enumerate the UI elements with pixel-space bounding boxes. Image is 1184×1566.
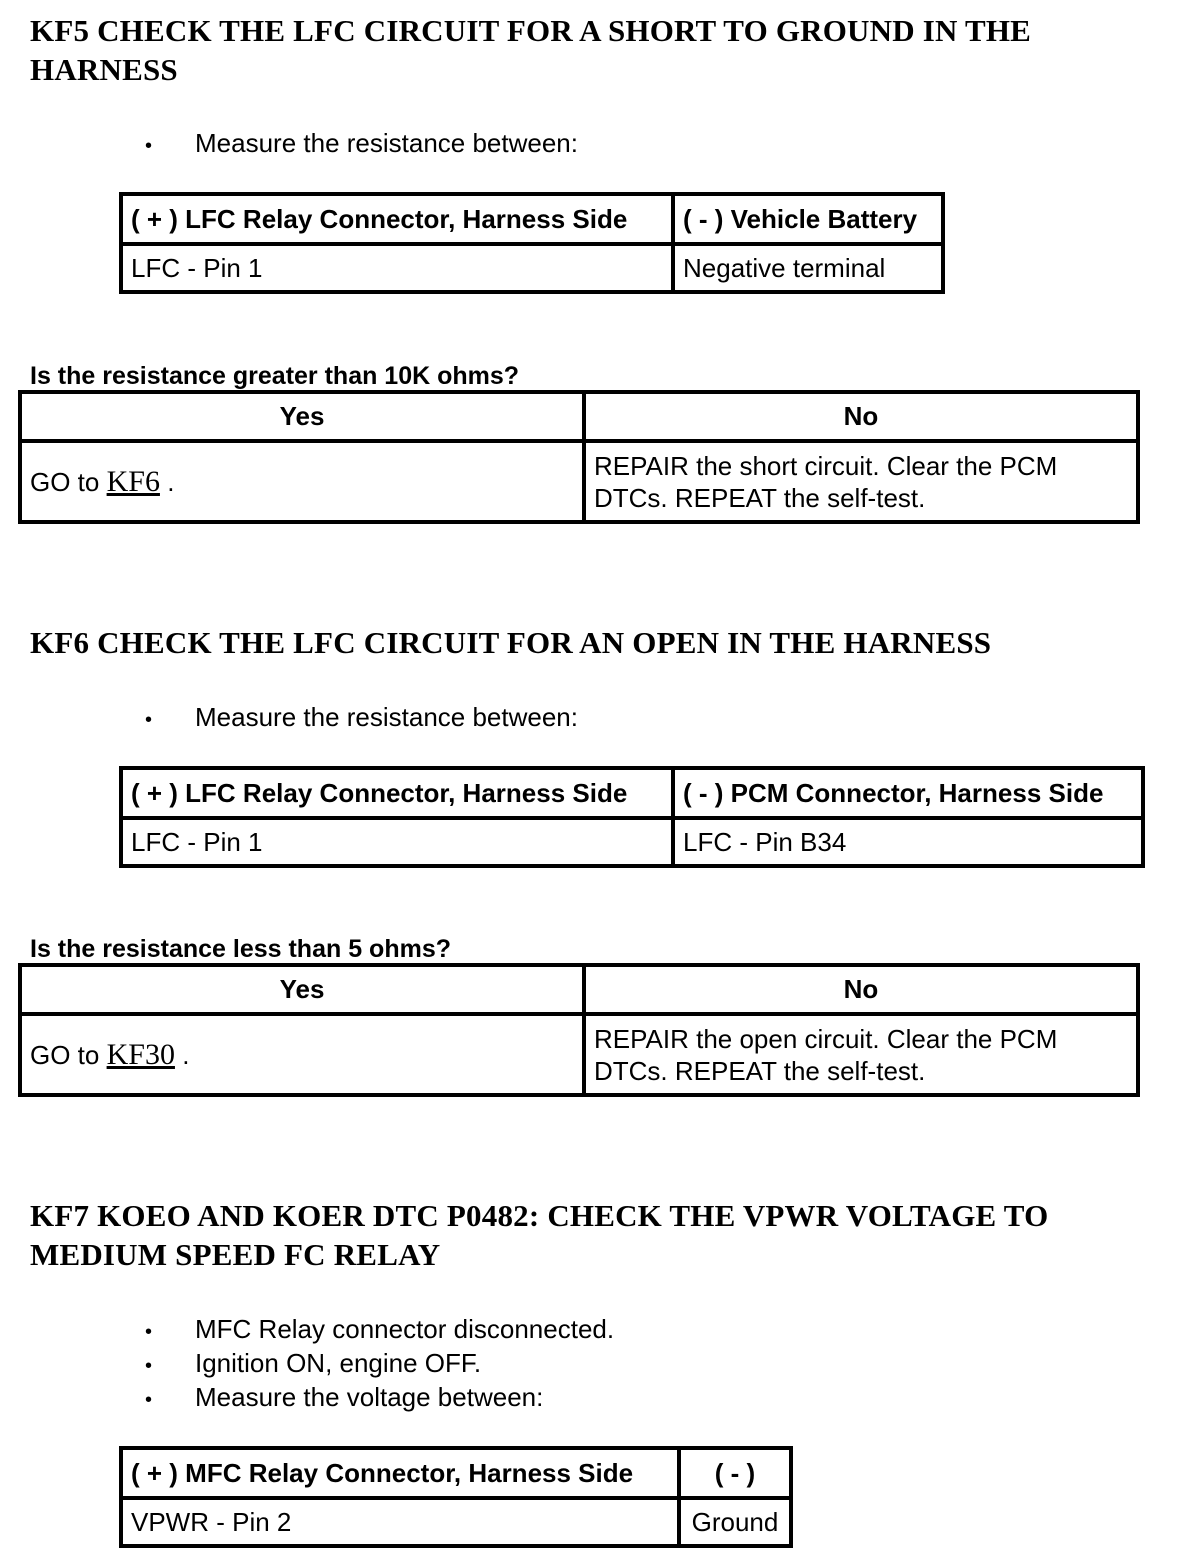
list-item: [145, 1312, 614, 1346]
yes-cell: [20, 441, 584, 522]
kf6-decision-table: [18, 963, 1140, 1097]
table-header: ( + ) LFC Relay Connector, Harness Side: [121, 194, 673, 244]
kf7-heading-line2: MEDIUM SPEED FC RELAY: [30, 1237, 441, 1272]
kf7-measure-table: [119, 1446, 793, 1548]
bullet-icon: •: [145, 1389, 153, 1411]
table-cell: LFC - Pin 1: [121, 244, 673, 292]
kf30-link[interactable]: KF30: [106, 1037, 175, 1071]
list-item: [145, 700, 578, 734]
table-cell: VPWR - Pin 2: [121, 1498, 679, 1546]
table-header: ( - ) Vehicle Battery: [673, 194, 943, 244]
no-header: No: [584, 965, 1138, 1014]
no-header: No: [584, 392, 1138, 441]
bullet-text: Measure the voltage between:: [195, 1382, 544, 1412]
kf6-heading-line1: KF6 CHECK THE LFC CIRCUIT FOR AN OPEN IN THE HARNESS: [30, 625, 992, 660]
list-item: [145, 1346, 614, 1380]
kf5-bullet-list: [145, 126, 578, 160]
no-cell: REPAIR the open circuit. Clear the PCM DTCs. REPEAT the self-test.: [584, 1014, 1138, 1095]
table-cell: LFC - Pin 1: [121, 818, 673, 866]
kf6-measure-table: [119, 766, 1145, 868]
table-header: ( - ): [679, 1448, 791, 1498]
bullet-text: Ignition ON, engine OFF.: [195, 1348, 482, 1378]
yes-text: GO to: [30, 1039, 100, 1070]
kf5-question: Is the resistance greater than 10K ohms?: [30, 362, 520, 390]
table-header: ( - ) PCM Connector, Harness Side: [673, 768, 1143, 818]
kf7-bullet-list: [145, 1312, 614, 1414]
bullet-icon: •: [145, 1321, 153, 1343]
bullet-icon: •: [145, 1355, 153, 1377]
yes-suffix: .: [182, 1039, 190, 1070]
bullet-icon: •: [145, 135, 153, 157]
table-header: ( + ) MFC Relay Connector, Harness Side: [121, 1448, 679, 1498]
table-cell: Ground: [679, 1498, 791, 1546]
table-cell: LFC - Pin B34: [673, 818, 1143, 866]
kf6-heading: [30, 623, 991, 662]
yes-cell: [20, 1014, 584, 1095]
kf6-link[interactable]: KF6: [106, 464, 160, 498]
yes-text: GO to: [30, 466, 100, 497]
kf5-decision-table: [18, 390, 1140, 524]
kf5-heading-line1: KF5 CHECK THE LFC CIRCUIT FOR A SHORT TO GROUND IN THE: [30, 13, 1032, 48]
bullet-text: Measure the resistance between:: [195, 128, 578, 158]
kf6-question: Is the resistance less than 5 ohms?: [30, 935, 451, 963]
kf5-heading: [30, 11, 1031, 89]
table-cell: Negative terminal: [673, 244, 943, 292]
kf7-heading-line1: KF7 KOEO AND KOER DTC P0482: CHECK THE VPWR VOLTAGE TO: [30, 1198, 1049, 1233]
kf7-heading: [30, 1196, 1048, 1274]
list-item: [145, 1380, 614, 1414]
bullet-icon: •: [145, 709, 153, 731]
kf5-measure-table: [119, 192, 945, 294]
table-header: ( + ) LFC Relay Connector, Harness Side: [121, 768, 673, 818]
bullet-text: MFC Relay connector disconnected.: [195, 1314, 615, 1344]
no-cell: REPAIR the short circuit. Clear the PCM DTCs. REPEAT the self-test.: [584, 441, 1138, 522]
list-item: [145, 126, 578, 160]
yes-header: Yes: [20, 965, 584, 1014]
kf5-heading-line2: HARNESS: [30, 52, 178, 87]
yes-suffix: .: [167, 466, 175, 497]
kf6-bullet-list: [145, 700, 578, 734]
bullet-text: Measure the resistance between:: [195, 702, 578, 732]
yes-header: Yes: [20, 392, 584, 441]
